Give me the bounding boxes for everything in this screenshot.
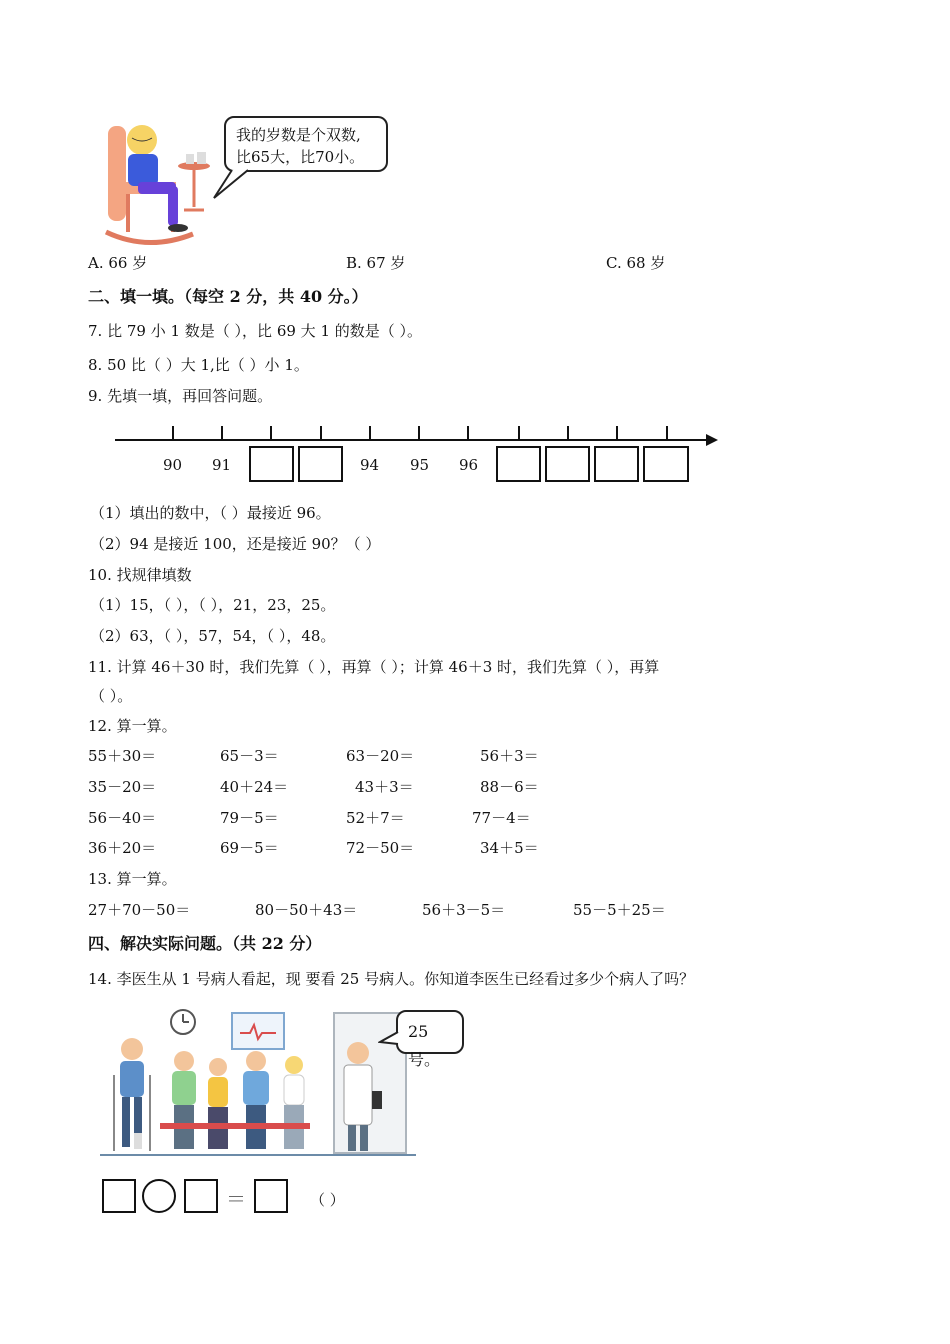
grandpa-illustration [98,112,223,247]
speech-tail [212,168,252,200]
calc-item: 52＋7＝ [346,809,405,827]
answer-box[interactable] [496,446,541,482]
doctor-speech-tail [378,1030,400,1050]
calc-item: 34＋5＝ [480,839,539,857]
calc-item: 63－20＝ [346,747,415,765]
question-9: 9. 先填一填，再回答问题。 [88,387,273,405]
answer-box[interactable] [643,446,689,482]
question-12: 12. 算一算。 [88,717,177,735]
calc-item: 77－4＝ [472,809,531,827]
tick-label: 96 [459,456,479,474]
calc-item: 65－3＝ [220,747,279,765]
answer-box[interactable] [594,446,639,482]
calc-item: 35－20＝ [88,778,157,796]
tick-label: 95 [410,456,430,474]
calc-item: 88－6＝ [480,778,539,796]
answer-box[interactable] [545,446,590,482]
equation-result-box[interactable] [254,1179,288,1213]
tick-label: 94 [360,456,380,474]
calc-item: 55＋30＝ [88,747,157,765]
section-2-title: 二、填一填。（每空 2 分，共 40 分。） [88,287,368,306]
calc-item: 56＋3－5＝ [422,901,506,919]
equation-box-2[interactable] [184,1179,218,1213]
equals-sign: ＝ [226,1187,246,1211]
calc-item: 79－5＝ [220,809,279,827]
question-9-1: （1）填出的数中，（ ）最接近 96。 [90,504,331,522]
question-11-line-1: 11. 计算 46＋30 时，我们先算（ ），再算（ ）；计算 46＋3 时，我们先算（ ），再算 [88,658,660,676]
equation-box-1[interactable] [102,1179,136,1213]
question-14: 14. 李医生从 1 号病人看起，现 要看 25 号病人。你知道李医生已经看过多少个病人了吗？ [88,970,695,988]
answer-box[interactable] [249,446,294,482]
option-b: B. 67 岁 [346,254,406,272]
speech-line-1: 我的岁数是个双数, [236,126,361,144]
answer-paren: （ ） [310,1191,345,1209]
question-10-1: （1）15，（ ），（ ），21，23，25。 [90,596,336,614]
calc-item: 80－50＋43＝ [255,901,358,919]
tick-label: 90 [163,456,183,474]
calc-item: 72－50＝ [346,839,415,857]
calc-item: 56－40＝ [88,809,157,827]
calc-item: 36＋20＝ [88,839,157,857]
question-10-2: （2）63，（ ），57，54，（ ），48。 [90,627,336,645]
calc-item: 56＋3＝ [480,747,539,765]
question-7: 7. 比 79 小 1 数是（ ），比 69 大 1 的数是（ ）。 [88,322,423,340]
option-c: C. 68 岁 [606,254,666,272]
waiting-room-illustration [100,1005,420,1165]
doctor-speech-text: 25号。 [408,1022,441,1069]
question-8: 8. 50 比（ ）大 1,比（ ）小 1。 [88,356,309,374]
calc-item: 55－5＋25＝ [573,901,666,919]
question-13: 13. 算一算。 [88,870,177,888]
speech-line-2: 比65大，比70小。 [236,148,365,166]
question-9-2: （2）94 是接近 100，还是接近 90？（ ） [90,535,381,553]
calc-item: 69－5＝ [220,839,279,857]
option-a: A. 66 岁 [88,254,148,272]
operator-circle[interactable] [142,1179,176,1213]
calc-item: 40＋24＝ [220,778,289,796]
answer-box[interactable] [298,446,343,482]
question-10: 10. 找规律填数 [88,566,192,584]
calc-item: 43＋3＝ [355,778,414,796]
section-4-title: 四、解决实际问题。（共 22 分） [88,934,322,953]
question-11-line-2: （ ）。 [90,687,133,705]
tick-label: 91 [212,456,232,474]
calc-item: 27＋70－50＝ [88,901,191,919]
doctor-speech-bubble [396,1010,464,1069]
speech-bubble [224,116,388,172]
